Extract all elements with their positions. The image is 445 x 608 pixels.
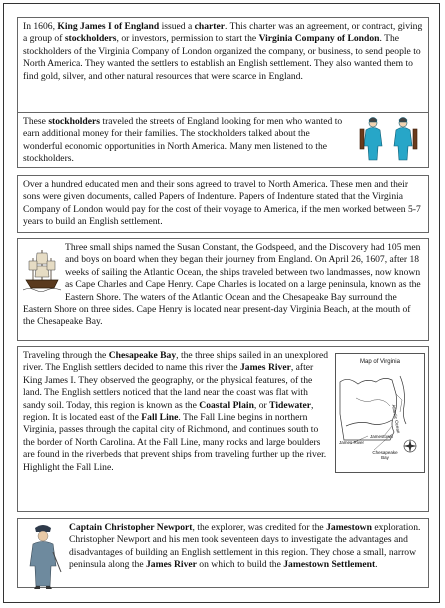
- text-run: , the three ships sailed in an unexplored river. The English settlers decided to name this river the: [23, 350, 329, 374]
- bold-term-stockholders: stockholders: [48, 116, 101, 127]
- text-run: , after King James I. They observed the geography, or the physical features, of the land. The English settlers noticed that the land near the coast was flat with sandy soil. Today, this region is known as the: [23, 362, 314, 411]
- text-run: .: [375, 559, 378, 571]
- paragraph-charter-text: [23, 21, 423, 83]
- paragraph-ships-text: Three small ships named the Susan Constant, the Godspeed, and the Discovery had 105 men and boys on board when they began their journey from England. On April 26, 1607, after 18 weeks of sailing the Atlantic Ocean, the ships traveled between two landmasses, now known as Cape Charles and Cape Henry. Cape Charles is located on a large peninsula, known as the Eastern Shore. The waters of the Atlantic Ocean and the Chesapeake Bay surround the Eastern Shore on three sides. Cape Henry is located near present-day Virginia Beach, at the mouth of the Chesapeake Bay.: [23, 242, 421, 328]
- bold-term-jamestown-settlement: Jamestown Settlement: [283, 559, 376, 571]
- map-title: Map of Virginia: [360, 359, 400, 365]
- bold-term-virginia-company: Virginia Company of London: [258, 33, 380, 45]
- ship-illustration: [23, 244, 61, 296]
- stockholders-illustration: [356, 116, 422, 164]
- map-label-chesapeake-bay: Chesapeake Bay: [372, 450, 398, 460]
- text-run: issued a: [159, 21, 195, 32]
- bold-term-christopher-newport: Captain Christopher Newport: [69, 522, 193, 533]
- map-label-james-river: James River: [339, 440, 365, 445]
- paragraph-ships: [17, 238, 429, 341]
- text-run: Traveling through the: [23, 350, 109, 361]
- text-run: . The Fall Line begins in northern Virginia, passes through the capital city of Richmond, and continues south to the border of North Carolina. At the Fall Line, many rocks and large boulders are found in the riverbeds that prevent ships from traveling further up the river. Highlight the Fall Line.: [23, 412, 327, 473]
- virginia-map: [335, 353, 425, 473]
- paragraph-indenture-text: Over a hundred educated men and their sons agreed to travel to North America. These men and their sons were given documents, called Papers of Indenture. Papers of Indenture stated that the Virginia Company of London would pay for the cost of their voyage to America, if the men worked between 5-7 years to build an English settlement.: [23, 179, 421, 228]
- explorer-illustration: [23, 522, 63, 590]
- text-run: , or: [253, 399, 270, 411]
- text-run: In 1606,: [23, 21, 58, 32]
- text-run: , the explorer, was credited for the: [192, 522, 327, 533]
- map-label-jamestown: Jamestown: [370, 434, 393, 439]
- text-run: . The stockholders of the Virginia Company of London organized the company, or business, to send people to North America. They wanted the settlers to establish an English settlement. They also wanted them to find gold, silver, and other natural resources that were scarce in England.: [23, 33, 421, 82]
- bold-term-chesapeake-bay: Chesapeake Bay: [108, 350, 177, 361]
- paragraph-charter: [17, 17, 429, 117]
- map-label-atlantic-ocean: Atlantic Ocean: [391, 404, 402, 434]
- text-run: traveled the streets of England looking for men who wanted to earn additional money for their families. The stockholders talked about the wonderful economic opportunities in North America. Many men listened to the stockholders.: [23, 116, 343, 165]
- text-run: , or investors, permission to start the: [116, 33, 259, 45]
- text-run: exploration. Christopher Newport and his men took seventeen days to investigate the advantages and disadvantages of building an English settlement in this region. They chose a small, narrow peninsula along the: [69, 522, 421, 571]
- bold-term-fall-line: Fall Line: [141, 412, 179, 424]
- text-run: These: [23, 116, 49, 127]
- bold-term-charter: charter: [194, 21, 226, 32]
- paragraph-chesapeake: [17, 346, 429, 512]
- bold-term-king-james: King James I of England: [57, 21, 160, 32]
- bold-term-jamestown: Jamestown: [326, 522, 372, 533]
- paragraph-stockholders-text: [23, 116, 348, 166]
- text-run: , region. It is located east of the: [23, 399, 314, 424]
- paragraph-indenture: [17, 175, 429, 233]
- figure-left: [360, 118, 382, 161]
- text-run: on which to build the: [196, 559, 284, 571]
- bold-term-coastal-plain: Coastal Plain: [199, 399, 254, 411]
- paragraph-newport: [17, 518, 429, 588]
- paragraph-newport-text: [23, 522, 423, 572]
- text-run: . This charter was an agreement, or contract, giving a group of: [23, 21, 423, 45]
- compass-rose-icon: [403, 439, 417, 453]
- bold-term-james-river: James River: [146, 559, 197, 571]
- bold-term-tidewater: Tidewater: [269, 399, 312, 411]
- bold-term-stockholders: stockholders: [64, 33, 117, 45]
- bold-term-james-river: James River: [239, 362, 291, 374]
- figure-right: [394, 118, 417, 161]
